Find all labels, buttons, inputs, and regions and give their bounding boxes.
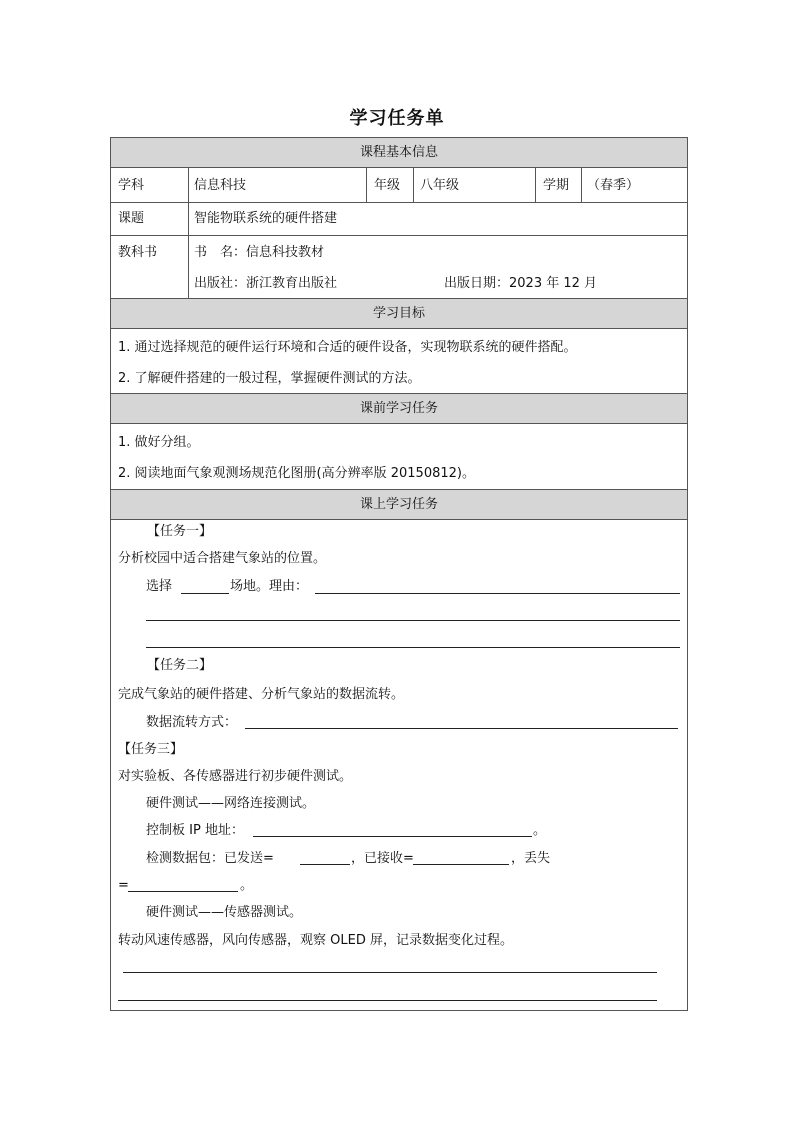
section-header-pre-class: 课前学习任务 bbox=[111, 393, 687, 424]
packet-received-label: ，已接收= bbox=[351, 851, 414, 866]
column-divider bbox=[413, 168, 414, 202]
pre-task-item: 1. 做好分组。 bbox=[118, 435, 200, 450]
task3-description: 对实验板、各传感器进行初步硬件测试。 bbox=[118, 769, 353, 784]
row-divider bbox=[111, 202, 687, 203]
record-blank-line[interactable] bbox=[118, 1000, 657, 1001]
network-test: 硬件测试——网络连接测试。 bbox=[146, 796, 316, 811]
sensor-test: 硬件测试——传感器测试。 bbox=[146, 905, 303, 920]
textbook-label: 教科书 bbox=[118, 245, 158, 260]
packet-sent-label: 检测数据包：已发送= bbox=[146, 851, 274, 866]
topic-value: 智能物联系统的硬件搭建 bbox=[194, 211, 338, 226]
page-title: 学习任务单 bbox=[349, 108, 445, 129]
packet-lost-label: ，丢失 bbox=[511, 851, 551, 866]
lost-equals: = bbox=[118, 878, 129, 893]
section-header-in-class: 课上学习任务 bbox=[111, 489, 687, 520]
reason-blank-line[interactable] bbox=[146, 647, 680, 648]
task2-heading: 【任务二】 bbox=[147, 658, 213, 673]
sent-blank[interactable] bbox=[300, 864, 350, 865]
goal-item: 1. 通过选择规范的硬件运行环境和合适的硬件设备，实现物联系统的硬件搭配。 bbox=[118, 340, 577, 355]
flow-blank[interactable] bbox=[245, 728, 678, 729]
topic-label: 课题 bbox=[118, 211, 145, 226]
task2-description: 完成气象站的硬件搭建、分析气象站的数据流转。 bbox=[118, 687, 405, 702]
lost-blank[interactable] bbox=[128, 891, 238, 892]
pre-task-item: 2. 阅读地面气象观测场规范化图册(高分辨率版 20150812)。 bbox=[118, 466, 475, 481]
lost-end: 。 bbox=[240, 878, 254, 893]
ip-label: 控制板 IP 地址： bbox=[146, 823, 244, 838]
flow-label: 数据流转方式： bbox=[146, 715, 238, 730]
term-value: （春季） bbox=[587, 178, 640, 193]
book-name: 书 名：信息科技教材 bbox=[194, 245, 325, 260]
grade-label: 年级 bbox=[374, 178, 401, 193]
goal-item: 2. 了解硬件搭建的一般过程，掌握硬件测试的方法。 bbox=[118, 371, 421, 386]
task1-description: 分析校园中适合搭建气象站的位置。 bbox=[118, 551, 327, 566]
task1-choose-prefix: 选择 bbox=[146, 579, 173, 594]
column-divider bbox=[188, 168, 189, 298]
column-divider bbox=[535, 168, 536, 202]
reason-blank[interactable] bbox=[315, 593, 680, 594]
site-blank[interactable] bbox=[181, 593, 229, 594]
column-divider bbox=[581, 168, 582, 202]
section-header-goals: 学习目标 bbox=[111, 298, 687, 329]
column-divider bbox=[366, 168, 367, 202]
task1-choose-suffix: 场地。理由： bbox=[230, 579, 309, 594]
reason-blank-line[interactable] bbox=[146, 620, 680, 621]
subject-label: 学科 bbox=[118, 178, 145, 193]
ip-blank[interactable] bbox=[253, 836, 532, 837]
grade-value: 八年级 bbox=[420, 178, 460, 193]
row-divider bbox=[111, 235, 687, 236]
task-sheet-table bbox=[110, 137, 688, 1011]
ip-end: 。 bbox=[533, 823, 547, 838]
term-label: 学期 bbox=[543, 178, 570, 193]
record-blank-line[interactable] bbox=[123, 972, 657, 973]
publish-date: 出版日期：2023 年 12 月 bbox=[444, 276, 598, 291]
sensor-description: 转动风速传感器，风向传感器，观察 OLED 屏，记录数据变化过程。 bbox=[118, 933, 513, 948]
received-blank[interactable] bbox=[413, 864, 509, 865]
subject-value: 信息科技 bbox=[194, 178, 247, 193]
section-header-basic-info: 课程基本信息 bbox=[111, 137, 687, 168]
publisher: 出版社：浙江教育出版社 bbox=[194, 276, 338, 291]
task1-heading: 【任务一】 bbox=[147, 524, 213, 539]
task3-heading: 【任务三】 bbox=[118, 742, 184, 757]
